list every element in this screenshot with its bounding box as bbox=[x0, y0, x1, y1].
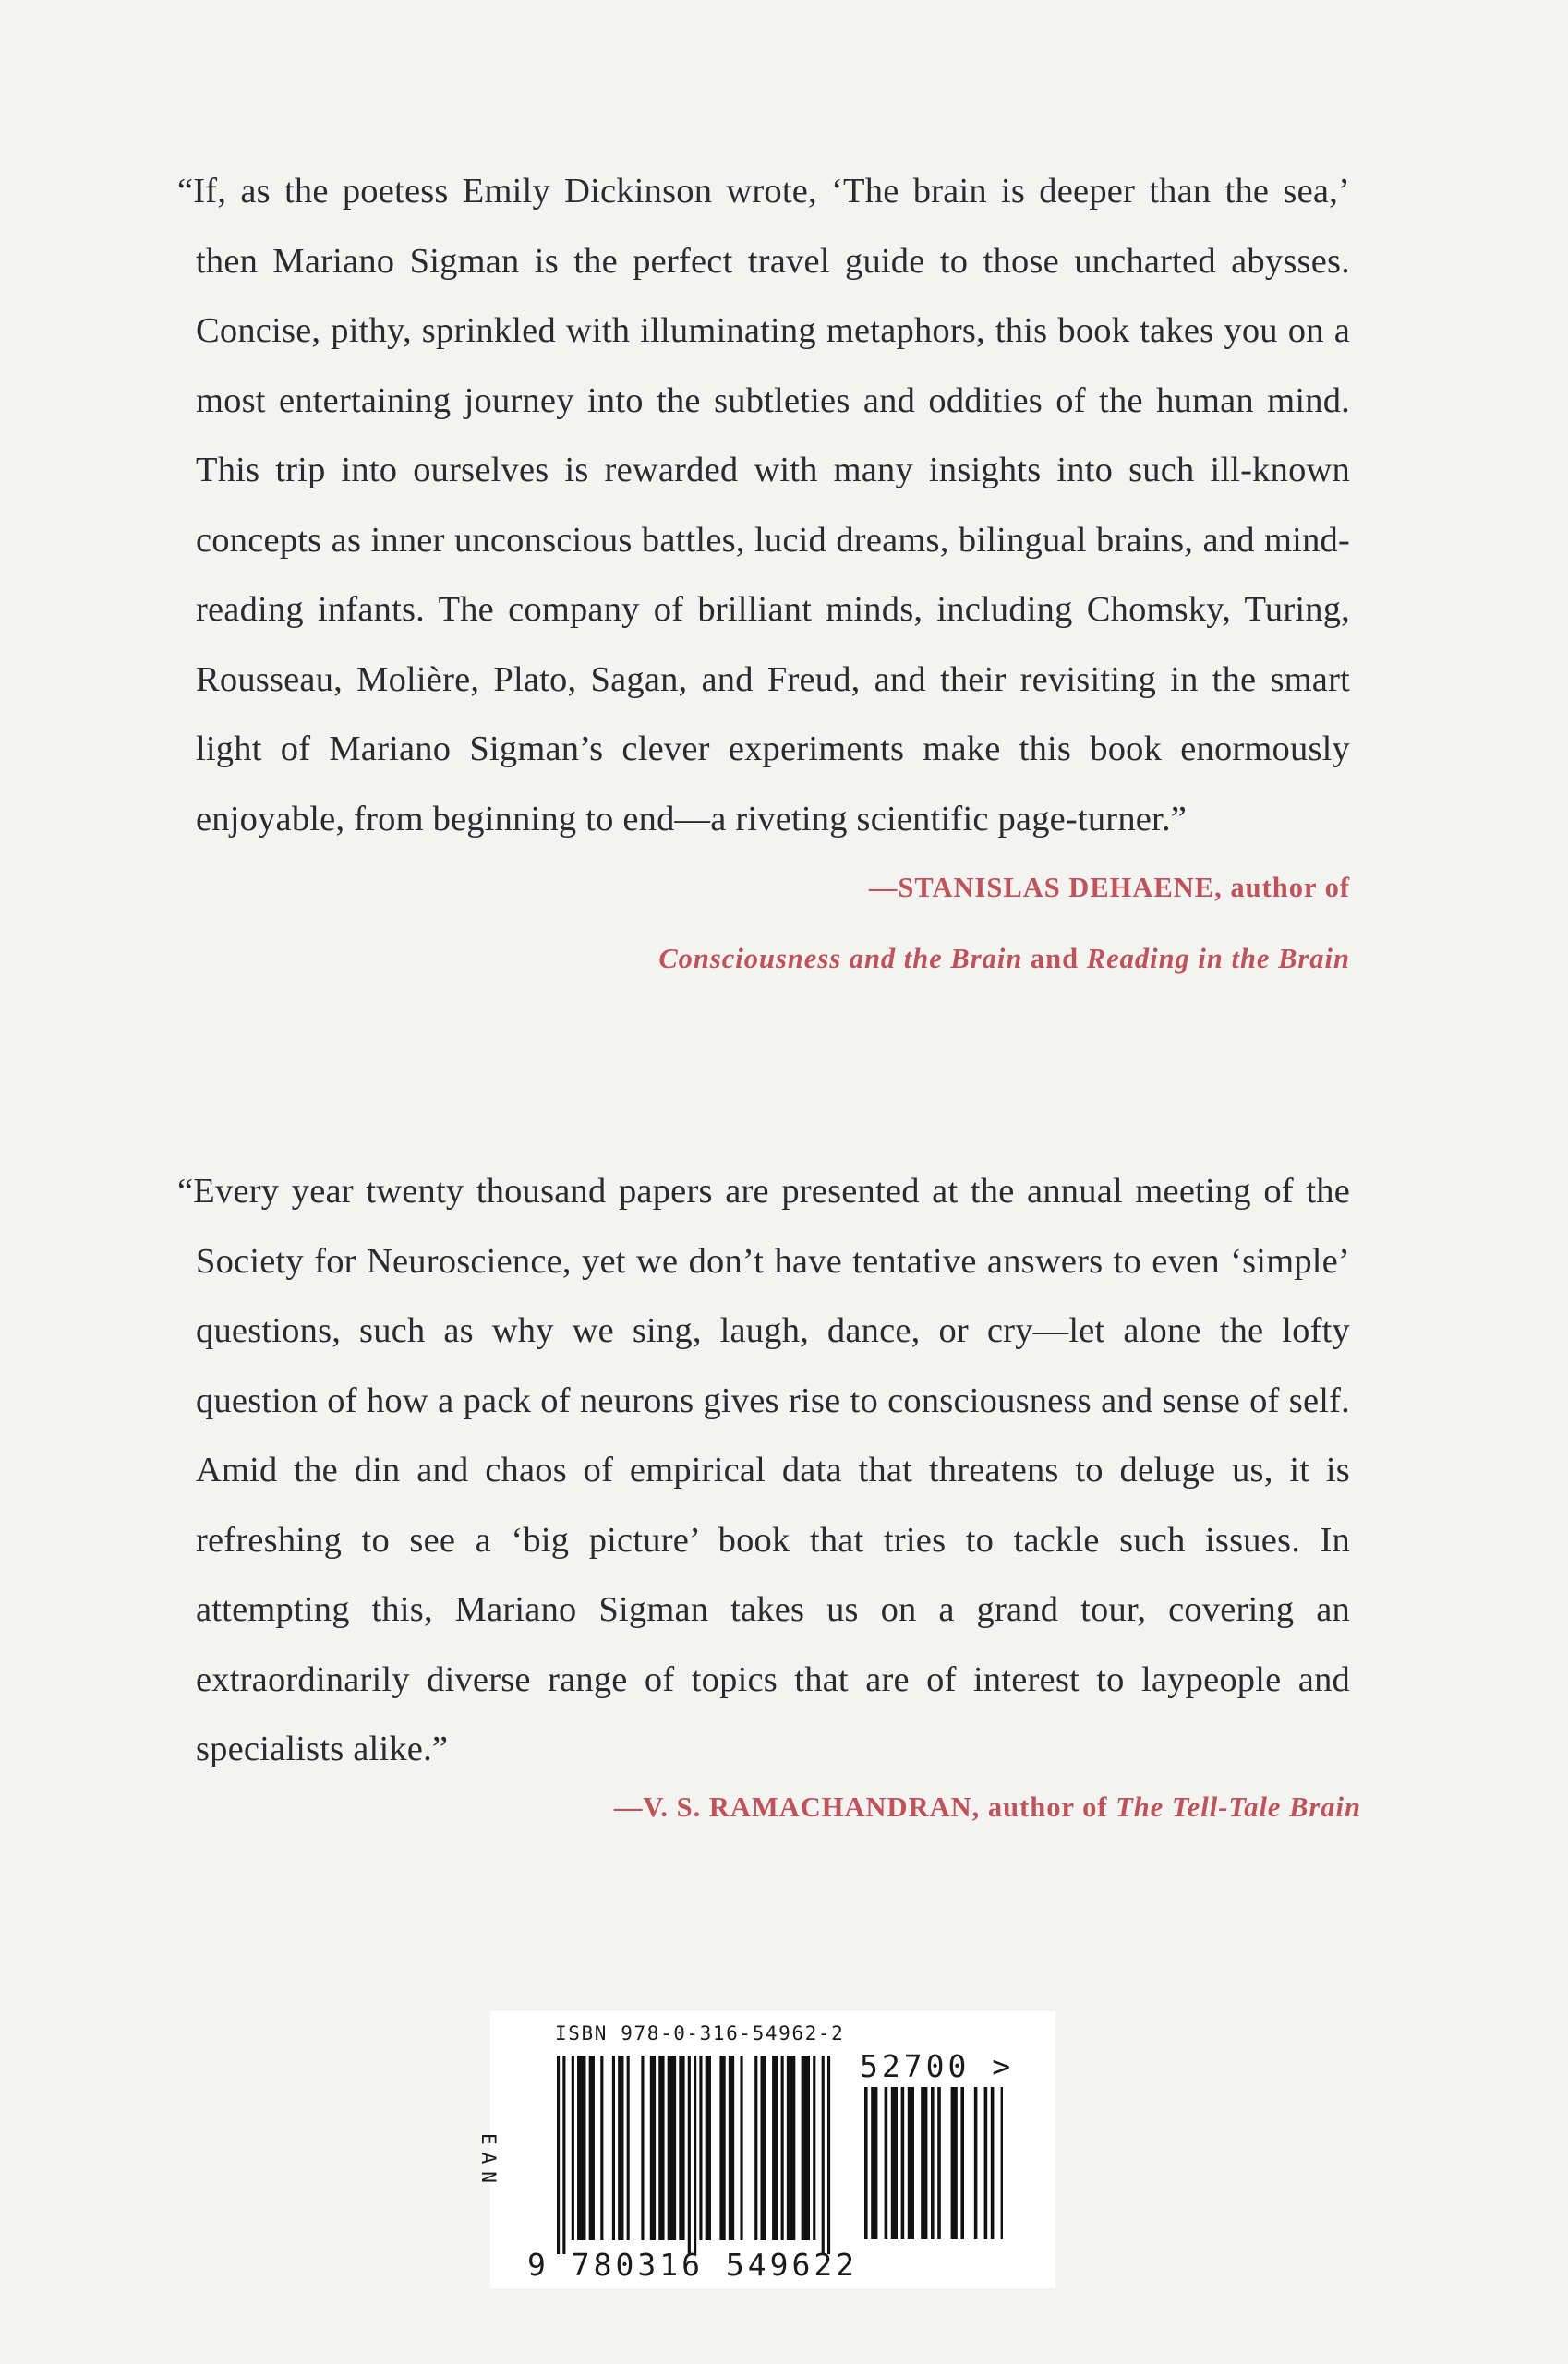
barcode-bar bbox=[921, 2087, 927, 2239]
isbn-label: ISBN 978-0-316-54962-2 bbox=[555, 2022, 845, 2044]
blurb-ramachandran bbox=[177, 1157, 1361, 1843]
barcode-bar bbox=[931, 2087, 935, 2239]
barcode-bar bbox=[951, 2087, 958, 2239]
attribution-joiner: and bbox=[1022, 943, 1087, 974]
barcode-digit-group: 780316 bbox=[571, 2247, 704, 2283]
barcode-bar bbox=[802, 2056, 810, 2240]
barcode-bar bbox=[901, 2087, 905, 2239]
barcode-bar bbox=[618, 2056, 623, 2240]
barcode-bar bbox=[600, 2056, 603, 2240]
isbn-barcode bbox=[477, 2011, 1055, 2288]
attribution-author: —V. S. RAMACHANDRAN, author of bbox=[613, 1791, 1116, 1823]
barcode-bar bbox=[694, 2056, 696, 2254]
attribution-book-title: Consciousness and the Brain bbox=[658, 943, 1023, 974]
barcode-bar bbox=[740, 2056, 742, 2240]
barcode-bar bbox=[761, 2056, 766, 2240]
barcode-bar bbox=[562, 2056, 565, 2254]
barcode-lead-digit: 9 bbox=[527, 2247, 549, 2283]
barcode-bar bbox=[960, 2087, 964, 2239]
barcode-bar bbox=[589, 2056, 595, 2240]
attribution-book-title: Reading in the Brain bbox=[1086, 943, 1350, 974]
barcode-bar bbox=[679, 2056, 684, 2240]
barcode-bar bbox=[1001, 2087, 1003, 2239]
addon-barcode-bars bbox=[864, 2087, 1003, 2272]
barcode-bar bbox=[974, 2087, 978, 2239]
barcode-bar bbox=[885, 2087, 888, 2239]
barcode-bar bbox=[871, 2087, 877, 2239]
barcode-bar bbox=[813, 2056, 815, 2240]
barcode-digits bbox=[527, 2247, 858, 2283]
barcode-digit-group: 549622 bbox=[725, 2247, 859, 2283]
barcode-bars bbox=[557, 2056, 834, 2254]
attribution-author: —STANISLAS DEHAENE, author of bbox=[868, 872, 1350, 903]
barcode-bar bbox=[650, 2056, 656, 2240]
barcode-bar bbox=[729, 2056, 734, 2240]
barcode-bar bbox=[908, 2087, 914, 2239]
barcode-bar bbox=[991, 2087, 995, 2239]
attribution-book-title: The Tell-Tale Brain bbox=[1116, 1791, 1361, 1823]
barcode-bar bbox=[719, 2056, 725, 2240]
barcode-bar bbox=[557, 2056, 560, 2254]
barcode-bar bbox=[864, 2087, 868, 2239]
barcode-bar bbox=[577, 2056, 585, 2240]
blurb-dehaene bbox=[177, 157, 1350, 995]
barcode-bar bbox=[822, 2056, 825, 2254]
price-code: 52700 > bbox=[860, 2048, 1015, 2084]
blurb-text: “Every year twenty thousand papers are presented at the annual meeting of the Society for Neuroscience, yet we don’t have tentative answers to even ‘simple’ questions, such as why we sing, laugh, dance, or cry—let alone the lofty question of how a pack of neurons gives rise to consciousness and sense of self. Amid the din and chaos of empirical data that threatens to deluge us, it is refreshing to see a ‘big picture’ book that tries to tackle such issues. In attempting this, Mariano Sigman takes us on a grand tour, covering an extraordinarily diverse range of topics that are of interest to laypeople and specialists alike.” bbox=[177, 1172, 1350, 1768]
barcode-bar bbox=[706, 2056, 711, 2240]
attribution bbox=[196, 852, 1350, 995]
barcode-bar bbox=[787, 2056, 795, 2240]
barcode-bar bbox=[572, 2056, 574, 2240]
barcode-bar bbox=[668, 2056, 676, 2240]
barcode-bar bbox=[627, 2056, 630, 2240]
barcode-bar bbox=[658, 2056, 664, 2240]
barcode-bar bbox=[688, 2056, 691, 2254]
barcode-bar bbox=[699, 2056, 702, 2240]
barcode-bar bbox=[984, 2087, 988, 2239]
barcode-bar bbox=[937, 2087, 941, 2239]
barcode-bar bbox=[612, 2056, 615, 2240]
barcode-bar bbox=[772, 2056, 778, 2240]
barcode-bar bbox=[641, 2056, 644, 2240]
barcode-bar bbox=[781, 2056, 784, 2240]
ean-label: EAN bbox=[477, 2133, 500, 2190]
barcode-bar bbox=[891, 2087, 898, 2239]
barcode-bar bbox=[827, 2056, 830, 2254]
barcode-bar bbox=[754, 2056, 757, 2240]
blurb-text: “If, as the poetess Emily Dickinson wrote, ‘The brain is deeper than the sea,’ then Mariano Sigman is the perfect travel guide to those uncharted abysses. Concise, pithy, sprinkled with illuminating metaphors, this book takes you on a most entertaining journey into the subtleties and oddities of the human mind. This trip into ourselves is rewarded with many insights into such ill-known concepts as inner unconscious battles, lucid dreams, bilingual brains, and mind-reading infants. The company of brilliant minds, including Chomsky, Turing, Rousseau, Molière, Plato, Sagan, and Freud, and their revisiting in the smart light of Mariano Sigman’s clever experiments make this book enormously enjoyable, from beginning to end—a riveting scientific page-turner.” bbox=[177, 172, 1350, 838]
